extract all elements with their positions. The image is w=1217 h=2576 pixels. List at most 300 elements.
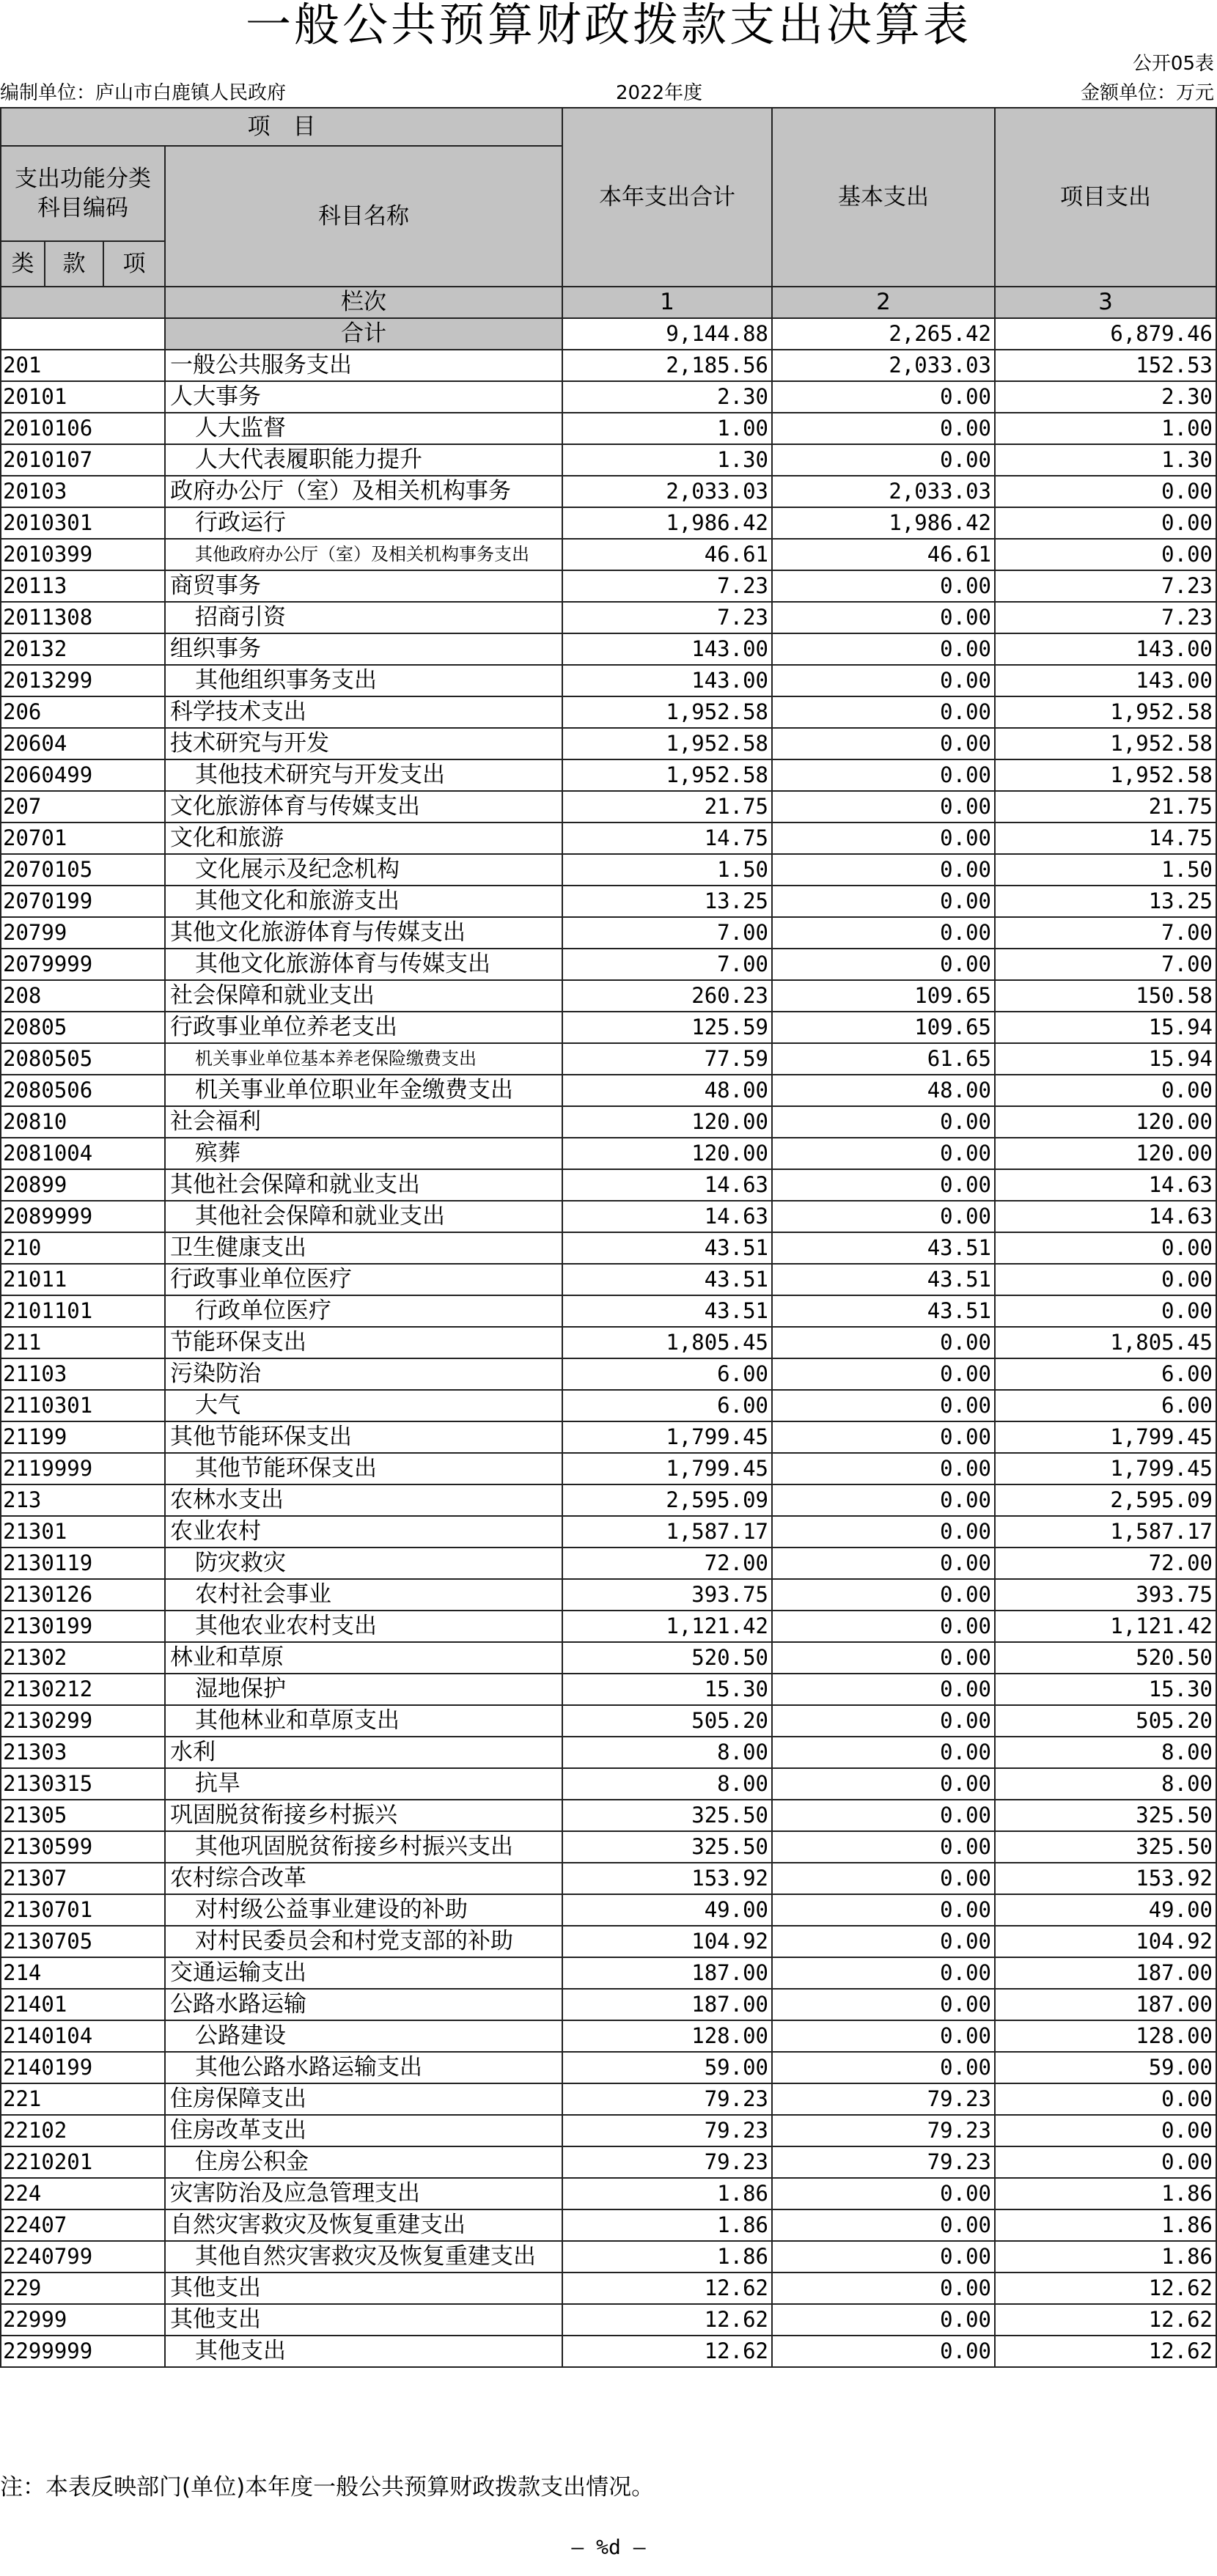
- project-amount-cell: 0.00: [995, 476, 1216, 507]
- subject-name-cell: 机关事业单位基本养老保险缴费支出: [165, 1043, 562, 1075]
- basic-amount-cell: 0.00: [772, 886, 995, 917]
- basic-amount-cell: 46.61: [772, 539, 995, 570]
- subject-name-cell: 其他社会保障和就业支出: [165, 1201, 562, 1232]
- subject-code-cell: 21301: [1, 1516, 165, 1548]
- subject-code-cell: 2130299: [1, 1705, 165, 1737]
- subject-name-cell: 技术研究与开发: [165, 728, 562, 759]
- table-row: [1, 1737, 1216, 1768]
- subject-name-cell: 殡葬: [165, 1138, 562, 1169]
- project-amount-cell: 49.00: [995, 1894, 1216, 1926]
- total-amount-cell: 7.23: [562, 570, 772, 602]
- subject-name-cell: 其他支出: [165, 2336, 562, 2367]
- subject-code-cell: 2080506: [1, 1075, 165, 1106]
- basic-amount-cell: 79.23: [772, 2115, 995, 2146]
- subject-name-cell: 政府办公厅（室）及相关机构事务: [165, 476, 562, 507]
- subject-name-cell: 其他自然灾害救灾及恢复重建支出: [165, 2241, 562, 2273]
- header-basic-col: 基本支出: [772, 108, 995, 287]
- total-amount-cell: 120.00: [562, 1138, 772, 1169]
- basic-amount-cell: 0.00: [772, 381, 995, 413]
- basic-amount-cell: 0.00: [772, 602, 995, 633]
- compiling-unit: 编制单位：庐山市白鹿镇人民政府: [0, 82, 287, 104]
- subject-name-cell: 人大代表履职能力提升: [165, 444, 562, 476]
- subject-name-cell: 其他技术研究与开发支出: [165, 759, 562, 791]
- table-row: [1, 539, 1216, 570]
- basic-amount-cell: 79.23: [772, 2083, 995, 2115]
- project-amount-cell: 153.92: [995, 1863, 1216, 1894]
- subject-code-cell: 214: [1, 1957, 165, 1989]
- subject-name-cell: 卫生健康支出: [165, 1232, 562, 1264]
- subject-name-cell: 文化展示及纪念机构: [165, 854, 562, 886]
- project-amount-cell: 120.00: [995, 1106, 1216, 1138]
- basic-amount-cell: 0.00: [772, 1611, 995, 1642]
- subject-code-cell: 22999: [1, 2304, 165, 2336]
- basic-amount-cell: 0.00: [772, 1989, 995, 2020]
- subject-code-cell: 2130705: [1, 1926, 165, 1957]
- subject-name-cell: 一般公共服务支出: [165, 350, 562, 381]
- table-row: [1, 1957, 1216, 1989]
- project-amount-cell: 150.58: [995, 980, 1216, 1012]
- total-amount-cell: 2,595.09: [562, 1484, 772, 1516]
- project-amount-cell: 393.75: [995, 1579, 1216, 1611]
- basic-amount-cell: 0.00: [772, 1863, 995, 1894]
- project-amount-cell: 14.75: [995, 823, 1216, 854]
- subject-name-cell: 巩固脱贫衔接乡村振兴: [165, 1800, 562, 1831]
- basic-amount-cell: 0.00: [772, 949, 995, 980]
- table-row: [1, 2209, 1216, 2241]
- basic-amount-cell: 43.51: [772, 1232, 995, 1264]
- total-amount-cell: 15.30: [562, 1674, 772, 1705]
- total-project: 6,879.46: [995, 318, 1216, 350]
- total-amount-cell: 143.00: [562, 665, 772, 696]
- table-row: [1, 1295, 1216, 1327]
- table-row: [1, 1705, 1216, 1737]
- subject-name-cell: 公路建设: [165, 2020, 562, 2052]
- project-amount-cell: 7.00: [995, 949, 1216, 980]
- total-amount-cell: 393.75: [562, 1579, 772, 1611]
- project-amount-cell: 15.94: [995, 1043, 1216, 1075]
- subject-code-cell: 20799: [1, 917, 165, 949]
- total-amount-cell: 7.00: [562, 917, 772, 949]
- total-amount-cell: 6.00: [562, 1358, 772, 1390]
- subject-code-cell: 20132: [1, 633, 165, 665]
- subject-name-cell: 其他巩固脱贫衔接乡村振兴支出: [165, 1831, 562, 1863]
- total-amount-cell: 1,799.45: [562, 1421, 772, 1453]
- basic-amount-cell: 0.00: [772, 1548, 995, 1579]
- project-amount-cell: 15.94: [995, 1012, 1216, 1043]
- project-amount-cell: 0.00: [995, 1232, 1216, 1264]
- total-amount-cell: 46.61: [562, 539, 772, 570]
- total-amount-cell: 1,121.42: [562, 1611, 772, 1642]
- table-note: 注：本表反映部门(单位)本年度一般公共预算财政拨款支出情况。: [0, 2474, 655, 2500]
- subject-code-cell: 20113: [1, 570, 165, 602]
- total-amount-cell: 13.25: [562, 886, 772, 917]
- table-row: [1, 1043, 1216, 1075]
- subject-name-cell: 农村综合改革: [165, 1863, 562, 1894]
- money-unit: 金额单位：万元: [1080, 82, 1214, 104]
- total-amount-cell: 1.86: [562, 2241, 772, 2273]
- table-row: [1, 1264, 1216, 1295]
- basic-amount-cell: 0.00: [772, 1579, 995, 1611]
- table-row: [1, 2115, 1216, 2146]
- subject-name-cell: 其他节能环保支出: [165, 1453, 562, 1484]
- project-amount-cell: 21.75: [995, 791, 1216, 823]
- project-amount-cell: 520.50: [995, 1642, 1216, 1674]
- project-amount-cell: 325.50: [995, 1831, 1216, 1863]
- subject-name-cell: 其他农业农村支出: [165, 1611, 562, 1642]
- subject-name-cell: 文化旅游体育与传媒支出: [165, 791, 562, 823]
- subject-code-cell: 2079999: [1, 949, 165, 980]
- basic-amount-cell: 0.00: [772, 1453, 995, 1484]
- project-amount-cell: 1.50: [995, 854, 1216, 886]
- subject-name-cell: 水利: [165, 1737, 562, 1768]
- total-amount-cell: 104.92: [562, 1926, 772, 1957]
- project-amount-cell: 143.00: [995, 665, 1216, 696]
- basic-amount-cell: 0.00: [772, 2241, 995, 2273]
- project-amount-cell: 1,587.17: [995, 1516, 1216, 1548]
- subject-name-cell: 抗旱: [165, 1768, 562, 1800]
- basic-amount-cell: 43.51: [772, 1264, 995, 1295]
- table-row: [1, 1894, 1216, 1926]
- project-amount-cell: 120.00: [995, 1138, 1216, 1169]
- basic-amount-cell: 0.00: [772, 1169, 995, 1201]
- project-amount-cell: 1.86: [995, 2209, 1216, 2241]
- subject-code-cell: 2081004: [1, 1138, 165, 1169]
- subject-code-cell: 2210201: [1, 2146, 165, 2178]
- project-amount-cell: 0.00: [995, 2115, 1216, 2146]
- subject-name-cell: 招商引资: [165, 602, 562, 633]
- project-amount-cell: 1.00: [995, 413, 1216, 444]
- project-amount-cell: 0.00: [995, 1295, 1216, 1327]
- page-title: 一般公共预算财政拨款支出决算表: [245, 0, 971, 51]
- subject-name-cell: 机关事业单位职业年金缴费支出: [165, 1075, 562, 1106]
- subject-name-cell: 湿地保护: [165, 1674, 562, 1705]
- basic-amount-cell: 109.65: [772, 980, 995, 1012]
- project-amount-cell: 1.86: [995, 2178, 1216, 2209]
- basic-amount-cell: 0.00: [772, 823, 995, 854]
- table-row: [1, 444, 1216, 476]
- table-row: [1, 1358, 1216, 1390]
- total-amount-cell: 2,185.56: [562, 350, 772, 381]
- header-blank: [1, 287, 165, 318]
- table-row: [1, 1484, 1216, 1516]
- subject-code-cell: 21302: [1, 1642, 165, 1674]
- expenditure-table: [0, 107, 1217, 2368]
- subject-code-cell: 2080505: [1, 1043, 165, 1075]
- subject-name-cell: 行政事业单位医疗: [165, 1264, 562, 1295]
- basic-amount-cell: 0.00: [772, 696, 995, 728]
- project-amount-cell: 6.00: [995, 1390, 1216, 1421]
- basic-amount-cell: 0.00: [772, 791, 995, 823]
- subject-name-cell: 农林水支出: [165, 1484, 562, 1516]
- total-amount-cell: 12.62: [562, 2273, 772, 2304]
- table-row: [1, 1989, 1216, 2020]
- subject-code-cell: 21401: [1, 1989, 165, 2020]
- subject-name-cell: 科学技术支出: [165, 696, 562, 728]
- subject-code-cell: 206: [1, 696, 165, 728]
- subject-code-cell: 20103: [1, 476, 165, 507]
- table-row: [1, 1012, 1216, 1043]
- subject-code-cell: 210: [1, 1232, 165, 1264]
- project-amount-cell: 12.62: [995, 2336, 1216, 2367]
- total-amount-cell: 1,986.42: [562, 507, 772, 539]
- subject-code-cell: 2140104: [1, 2020, 165, 2052]
- table-row: [1, 980, 1216, 1012]
- total-amount-cell: 120.00: [562, 1106, 772, 1138]
- subject-name-cell: 其他文化和旅游支出: [165, 886, 562, 917]
- subject-code-cell: 2130119: [1, 1548, 165, 1579]
- subject-name-cell: 住房公积金: [165, 2146, 562, 2178]
- subject-code-cell: 20810: [1, 1106, 165, 1138]
- project-amount-cell: 1,805.45: [995, 1327, 1216, 1358]
- project-amount-cell: 1,799.45: [995, 1453, 1216, 1484]
- basic-amount-cell: 0.00: [772, 1106, 995, 1138]
- project-amount-cell: 8.00: [995, 1768, 1216, 1800]
- table-row: [1, 1611, 1216, 1642]
- subject-code-cell: 208: [1, 980, 165, 1012]
- project-amount-cell: 14.63: [995, 1201, 1216, 1232]
- project-amount-cell: 128.00: [995, 2020, 1216, 2052]
- total-amount-cell: 7.00: [562, 949, 772, 980]
- subject-code-cell: 20101: [1, 381, 165, 413]
- basic-amount-cell: 1,986.42: [772, 507, 995, 539]
- subject-code-cell: 22102: [1, 2115, 165, 2146]
- subject-name-cell: 其他组织事务支出: [165, 665, 562, 696]
- subject-code-cell: 2119999: [1, 1453, 165, 1484]
- header-subject-name: 科目名称: [165, 146, 562, 287]
- total-amount-cell: 14.63: [562, 1169, 772, 1201]
- basic-amount-cell: 0.00: [772, 854, 995, 886]
- project-amount-cell: 1,799.45: [995, 1421, 1216, 1453]
- project-amount-cell: 14.63: [995, 1169, 1216, 1201]
- basic-amount-cell: 0.00: [772, 1737, 995, 1768]
- project-amount-cell: 72.00: [995, 1548, 1216, 1579]
- subject-name-cell: 住房保障支出: [165, 2083, 562, 2115]
- subject-name-cell: 人大监督: [165, 413, 562, 444]
- project-amount-cell: 6.00: [995, 1358, 1216, 1390]
- subject-name-cell: 商贸事务: [165, 570, 562, 602]
- project-amount-cell: 0.00: [995, 539, 1216, 570]
- subject-name-cell: 农村社会事业: [165, 1579, 562, 1611]
- basic-amount-cell: 0.00: [772, 1768, 995, 1800]
- subject-code-cell: 20701: [1, 823, 165, 854]
- basic-amount-cell: 0.00: [772, 2304, 995, 2336]
- subject-code-cell: 221: [1, 2083, 165, 2115]
- project-amount-cell: 143.00: [995, 633, 1216, 665]
- subject-name-cell: 大气: [165, 1390, 562, 1421]
- total-amount-cell: 1,952.58: [562, 759, 772, 791]
- subject-code-cell: 2299999: [1, 2336, 165, 2367]
- subject-name-cell: 文化和旅游: [165, 823, 562, 854]
- total-amount-cell: 8.00: [562, 1737, 772, 1768]
- basic-amount-cell: 0.00: [772, 1327, 995, 1358]
- project-amount-cell: 13.25: [995, 886, 1216, 917]
- subject-code-cell: 20899: [1, 1169, 165, 1201]
- header-col2: 2: [772, 287, 995, 318]
- subject-code-cell: 2010107: [1, 444, 165, 476]
- table-row: [1, 1579, 1216, 1611]
- table-row: [1, 1138, 1216, 1169]
- basic-amount-cell: 0.00: [772, 2020, 995, 2052]
- fiscal-year: 2022年度: [616, 82, 703, 104]
- total-amount-cell: 43.51: [562, 1264, 772, 1295]
- table-row: [1, 949, 1216, 980]
- total-row: [1, 318, 1216, 350]
- table-row: [1, 1453, 1216, 1484]
- table-row: [1, 665, 1216, 696]
- subject-code-cell: 20805: [1, 1012, 165, 1043]
- basic-amount-cell: 0.00: [772, 1894, 995, 1926]
- subject-code-cell: 21307: [1, 1863, 165, 1894]
- table-row: [1, 1390, 1216, 1421]
- table-row: [1, 1768, 1216, 1800]
- subject-code-cell: 21199: [1, 1421, 165, 1453]
- subject-name-cell: 对村级公益事业建设的补助: [165, 1894, 562, 1926]
- basic-amount-cell: 0.00: [772, 570, 995, 602]
- subject-code-cell: 21303: [1, 1737, 165, 1768]
- basic-amount-cell: 79.23: [772, 2146, 995, 2178]
- table-row: [1, 1075, 1216, 1106]
- subject-name-cell: 行政事业单位养老支出: [165, 1012, 562, 1043]
- total-amount-cell: 1.30: [562, 444, 772, 476]
- total-amount-cell: 505.20: [562, 1705, 772, 1737]
- total-sum: 9,144.88: [562, 318, 772, 350]
- subject-code-cell: 2110301: [1, 1390, 165, 1421]
- subject-code-cell: 2013299: [1, 665, 165, 696]
- subject-code-cell: 2089999: [1, 1201, 165, 1232]
- subject-name-cell: 其他支出: [165, 2273, 562, 2304]
- total-amount-cell: 2.30: [562, 381, 772, 413]
- header-xiang: 项: [103, 241, 165, 287]
- table-row: [1, 2336, 1216, 2367]
- subject-name-cell: 其他节能环保支出: [165, 1421, 562, 1453]
- basic-amount-cell: 0.00: [772, 665, 995, 696]
- table-row: [1, 476, 1216, 507]
- basic-amount-cell: 0.00: [772, 1201, 995, 1232]
- table-row: [1, 1327, 1216, 1358]
- basic-amount-cell: 0.00: [772, 1957, 995, 1989]
- page-number: — %d —: [571, 2535, 646, 2559]
- total-amount-cell: 14.63: [562, 1201, 772, 1232]
- table-row: [1, 350, 1216, 381]
- basic-amount-cell: 48.00: [772, 1075, 995, 1106]
- table-row: [1, 1169, 1216, 1201]
- subject-name-cell: 社会福利: [165, 1106, 562, 1138]
- project-amount-cell: 1.30: [995, 444, 1216, 476]
- table-row: [1, 1800, 1216, 1831]
- project-amount-cell: 1,952.58: [995, 696, 1216, 728]
- basic-amount-cell: 0.00: [772, 1390, 995, 1421]
- subject-name-cell: 人大事务: [165, 381, 562, 413]
- project-amount-cell: 187.00: [995, 1989, 1216, 2020]
- subject-name-cell: 农业农村: [165, 1516, 562, 1548]
- total-amount-cell: 14.75: [562, 823, 772, 854]
- total-amount-cell: 12.62: [562, 2336, 772, 2367]
- table-row: [1, 1516, 1216, 1548]
- project-amount-cell: 7.23: [995, 570, 1216, 602]
- project-amount-cell: 0.00: [995, 2083, 1216, 2115]
- table-row: [1, 2052, 1216, 2083]
- subject-name-cell: 交通运输支出: [165, 1957, 562, 1989]
- subject-code-cell: 2010301: [1, 507, 165, 539]
- header-total-col: 本年支出合计: [562, 108, 772, 287]
- subject-code-cell: 2130212: [1, 1674, 165, 1705]
- total-amount-cell: 21.75: [562, 791, 772, 823]
- table-row: [1, 602, 1216, 633]
- table-row: [1, 1674, 1216, 1705]
- subject-name-cell: 对村民委员会和村党支部的补助: [165, 1926, 562, 1957]
- total-amount-cell: 153.92: [562, 1863, 772, 1894]
- total-amount-cell: 48.00: [562, 1075, 772, 1106]
- basic-amount-cell: 0.00: [772, 1674, 995, 1705]
- table-row: [1, 2146, 1216, 2178]
- basic-amount-cell: 0.00: [772, 2178, 995, 2209]
- project-amount-cell: 187.00: [995, 1957, 1216, 1989]
- project-amount-cell: 59.00: [995, 2052, 1216, 2083]
- subject-code-cell: 2010106: [1, 413, 165, 444]
- subject-code-cell: 22407: [1, 2209, 165, 2241]
- subject-code-cell: 2070105: [1, 854, 165, 886]
- subject-code-cell: 2130199: [1, 1611, 165, 1642]
- subject-code-cell: 207: [1, 791, 165, 823]
- total-amount-cell: 1.86: [562, 2178, 772, 2209]
- total-amount-cell: 1,805.45: [562, 1327, 772, 1358]
- subject-name-cell: 行政单位医疗: [165, 1295, 562, 1327]
- table-code: 公开05表: [1132, 53, 1214, 75]
- basic-amount-cell: 0.00: [772, 633, 995, 665]
- table-row: [1, 917, 1216, 949]
- project-amount-cell: 0.00: [995, 1075, 1216, 1106]
- project-amount-cell: 1,952.58: [995, 759, 1216, 791]
- basic-amount-cell: 0.00: [772, 759, 995, 791]
- total-amount-cell: 1,587.17: [562, 1516, 772, 1548]
- table-row: [1, 2241, 1216, 2273]
- header-col3: 3: [995, 287, 1216, 318]
- basic-amount-cell: 0.00: [772, 1484, 995, 1516]
- header-func-code: 支出功能分类科目编码: [1, 146, 165, 241]
- total-amount-cell: 79.23: [562, 2083, 772, 2115]
- total-amount-cell: 1,952.58: [562, 728, 772, 759]
- table-row: [1, 1106, 1216, 1138]
- basic-amount-cell: 61.65: [772, 1043, 995, 1075]
- table-row: [1, 1642, 1216, 1674]
- subject-name-cell: 自然灾害救灾及恢复重建支出: [165, 2209, 562, 2241]
- basic-amount-cell: 0.00: [772, 2209, 995, 2241]
- subject-code-cell: 211: [1, 1327, 165, 1358]
- project-amount-cell: 0.00: [995, 1264, 1216, 1295]
- header-row-column-order: [1, 287, 1216, 318]
- subject-name-cell: 公路水路运输: [165, 1989, 562, 2020]
- table-row: [1, 1201, 1216, 1232]
- subject-name-cell: 其他文化旅游体育与传媒支出: [165, 917, 562, 949]
- table-row: [1, 823, 1216, 854]
- total-amount-cell: 125.59: [562, 1012, 772, 1043]
- total-blank: [1, 318, 165, 350]
- subject-name-cell: 其他文化旅游体育与传媒支出: [165, 949, 562, 980]
- table-row: [1, 1926, 1216, 1957]
- subject-code-cell: 229: [1, 2273, 165, 2304]
- project-amount-cell: 2,595.09: [995, 1484, 1216, 1516]
- subject-name-cell: 林业和草原: [165, 1642, 562, 1674]
- subject-name-cell: 住房改革支出: [165, 2115, 562, 2146]
- subject-code-cell: 2060499: [1, 759, 165, 791]
- table-row: [1, 1548, 1216, 1579]
- table-row: [1, 413, 1216, 444]
- table-row: [1, 791, 1216, 823]
- basic-amount-cell: 0.00: [772, 413, 995, 444]
- total-amount-cell: 43.51: [562, 1232, 772, 1264]
- table-row: [1, 886, 1216, 917]
- header-row-item: [1, 108, 1216, 146]
